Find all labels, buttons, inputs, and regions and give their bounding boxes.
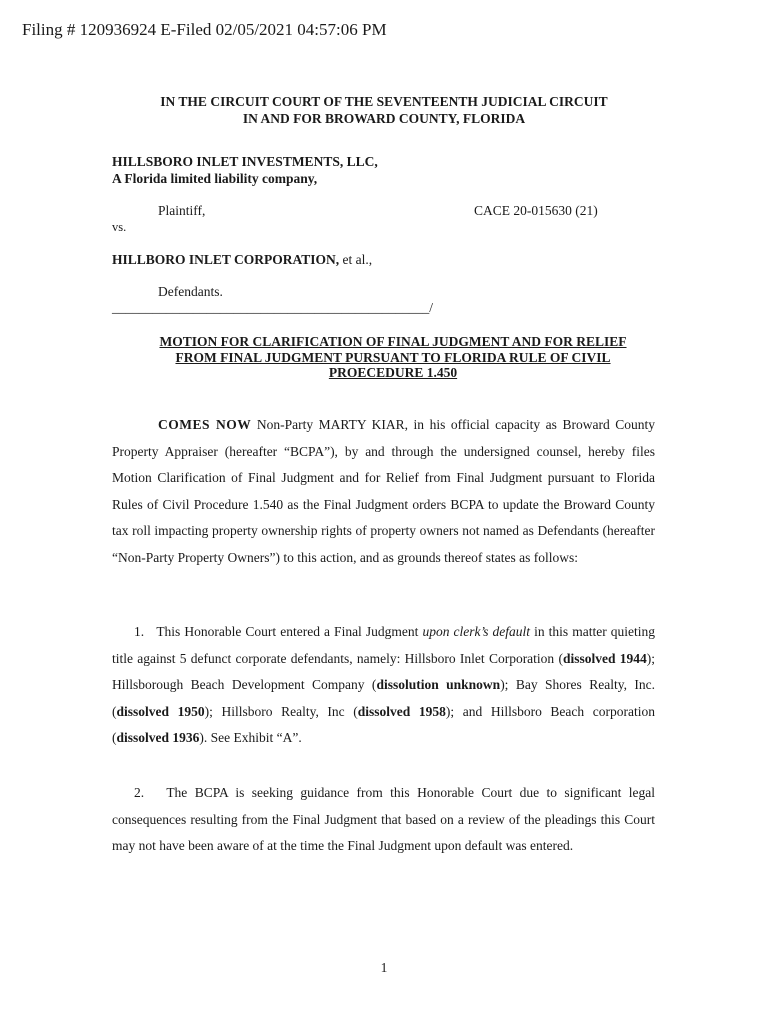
case-number: CACE 20-015630 (21): [474, 203, 598, 218]
paragraph-2-text: The BCPA is seeking guidance from this Honorable Court due to significant legal consequences resulting from the Final Judgment that based on a review of the pleadings this Court may not have been aware of at the time the Final Judgment upon default was entered.: [112, 785, 655, 853]
paragraph-1-text: ); Hillsboro Realty, Inc (: [204, 703, 358, 719]
dissolution-date: dissolved 1936: [116, 730, 200, 745]
motion-title-line-2: FROM FINAL JUDGMENT PURSUANT TO FLORIDA RULE OF CIVIL: [175, 349, 611, 365]
motion-title: [150, 334, 636, 381]
defendant-etal: et al.,: [339, 252, 373, 267]
page-number: 1: [380, 960, 388, 975]
plaintiff-role: Plaintiff,: [158, 203, 206, 218]
defendant-line: [112, 252, 372, 268]
intro-paragraph: [112, 412, 655, 571]
court-caption-line-2: IN AND FOR BROWARD COUNTY, FLORIDA: [242, 111, 526, 126]
versus-label: vs.: [112, 220, 127, 234]
dissolution-date: dissolved 1944: [562, 650, 647, 666]
filing-stamp: Filing # 120936924 E-Filed 02/05/2021 04:57:06 PM: [22, 20, 387, 39]
paragraph-2-number: 2.: [134, 785, 145, 800]
court-caption-line-1: IN THE CIRCUIT COURT OF THE SEVENTEENTH JUDICIAL CIRCUIT: [160, 94, 608, 109]
paragraph-1-text: ); Hillsborough Beach Development Company (: [112, 650, 655, 692]
defendant-role: Defendants.: [158, 284, 223, 299]
motion-title-line-1: MOTION FOR CLARIFICATION OF FINAL JUDGMENT AND FOR RELIEF: [159, 334, 627, 349]
paragraph-2: [112, 780, 655, 860]
motion-title-line-3: PROECEDURE 1.450: [328, 365, 458, 380]
paragraph-1-text: ); Bay Shores Realty, Inc. (: [112, 677, 656, 719]
dissolution-date: dissolved 1958: [357, 703, 446, 719]
dissolution-date: dissolution unknown: [376, 677, 501, 692]
paragraph-1-text: This Honorable Court entered a Final Judgment: [156, 624, 423, 639]
plaintiff-name: HILLSBORO INLET INVESTMENTS, LLC,: [112, 154, 378, 169]
paragraph-1: [112, 619, 655, 752]
intro-text: Non-Party MARTY KIAR, in his official capacity as Broward County Property Appraiser (hereafter “BCPA”), by and through the undersigned counsel, hereby files Motion Clarification of Final Judgment and for Relief from Final Judgment pursuant to Florida Rules of Civil Procedure 1.540 as the Final Judgment orders BCPA to update the Broward County tax roll impacting property ownership rights of property owners not named as Defendants (hereafter “Non-Party Property Owners”) to this action, and as grounds thereof states as follows:: [112, 417, 655, 565]
caption-rule: _______________________________________________/: [112, 300, 434, 315]
intro-lead: COMES NOW: [158, 417, 252, 432]
paragraph-1-number: 1.: [134, 624, 145, 639]
paragraph-1-text: ); and Hillsboro Beach corporation (: [112, 703, 655, 745]
paragraph-1-italic: upon clerk’s default: [422, 624, 531, 639]
dissolution-date: dissolved 1950: [116, 703, 205, 719]
defendant-name: HILLBORO INLET CORPORATION,: [112, 252, 340, 267]
paragraph-1-text: in this matter quieting title against 5 defunct corporate defendants, namely: Hillsboro Inlet Corporation (: [112, 624, 656, 666]
paragraph-1-text: ). See Exhibit “A”.: [199, 730, 302, 745]
plaintiff-description: A Florida limited liability company,: [112, 171, 318, 186]
